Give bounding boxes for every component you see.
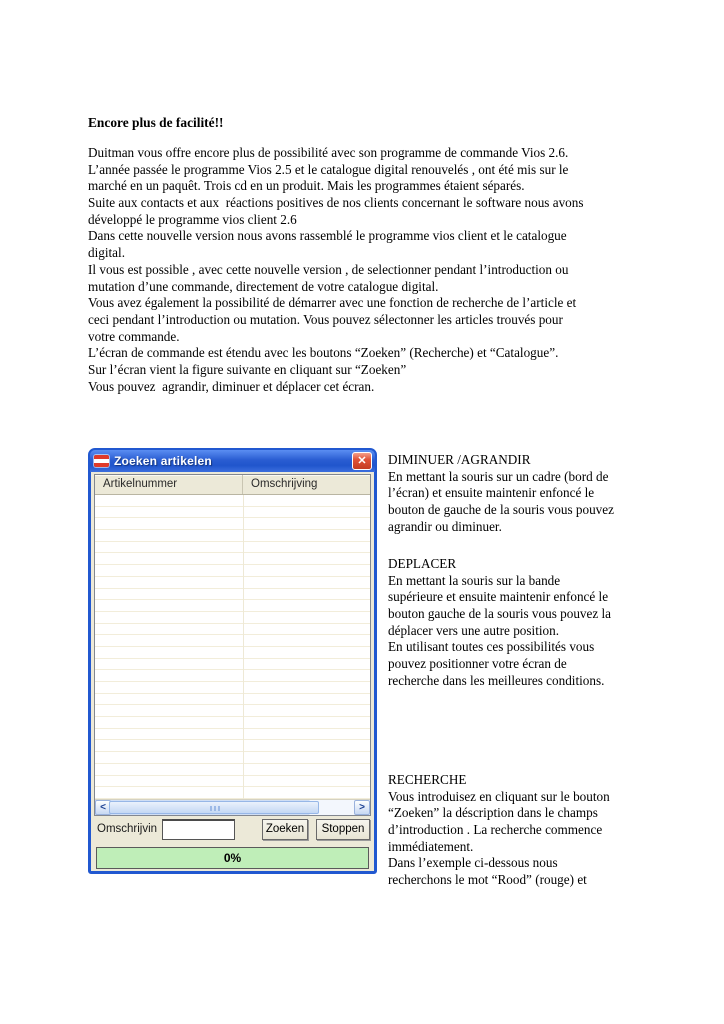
table-row <box>95 495 370 507</box>
intro-paragraph <box>88 145 688 395</box>
table-row <box>95 542 370 554</box>
text-line: Vous pouvez agrandir, diminuer et déplacer cet écran. <box>88 378 375 394</box>
search-input[interactable] <box>162 819 235 840</box>
text-line: immédiatement. <box>388 838 474 854</box>
table-row <box>95 553 370 565</box>
text-line: Sur l’écran vient la figure suivante en cliquant sur “Zoeken” <box>88 361 407 377</box>
text-line: digital. <box>88 245 125 261</box>
text-line: marché en un paquêt. Trois cd en un produit. Mais les programmes étaient séparés. <box>88 178 525 194</box>
scroll-right-icon[interactable]: > <box>354 800 370 815</box>
table-row <box>95 624 370 636</box>
text-line: recherchons le mot “Rood” (rouge) et <box>388 872 587 888</box>
table-row <box>95 589 370 601</box>
text-line: d’introduction . La recherche commence <box>388 822 603 838</box>
table-row <box>95 717 370 729</box>
table-row <box>95 518 370 530</box>
table-row <box>95 752 370 764</box>
scrollbar-thumb[interactable] <box>109 801 319 814</box>
text-line: Duitman vous offre encore plus de possibilité avec son programme de commande Vios 2.6. <box>88 145 569 160</box>
text-line: En mettant la souris sur un cadre (bord de <box>388 468 609 484</box>
article-list-rows <box>95 495 370 799</box>
section-heading: DIMINUER /AGRANDIR <box>388 452 531 467</box>
text-line: Il vous est possible , avec cette nouvelle version , de selectionner pendant l’introduction ou <box>88 261 569 277</box>
table-row <box>95 670 370 682</box>
table-row <box>95 776 370 788</box>
window-title: Zoeken artikelen <box>114 454 212 468</box>
text-line: “Zoeken” la déscription dans le champs <box>388 805 598 821</box>
stop-button[interactable]: Stoppen <box>316 819 370 840</box>
text-line: agrandir ou diminuer. <box>388 518 502 534</box>
table-row <box>95 729 370 741</box>
text-line: ceci pendant l’introduction ou mutation. Vous pouvez sélectonner les articles trouvés pour <box>88 311 563 327</box>
column-header-artikelnummer[interactable]: Artikelnummer <box>95 475 243 494</box>
table-row <box>95 635 370 647</box>
text-line: L’année passée le programme Vios 2.5 et le catalogue digital renouvelés , ont été mis sur le <box>88 161 569 177</box>
text-line: Suite aux contacts et aux réactions positives de nos clients concernant le software nous avons <box>88 195 584 211</box>
section-body <box>388 469 708 536</box>
text-line: recherche dans les meilleures conditions. <box>388 672 605 688</box>
table-row <box>95 577 370 589</box>
section-heading: RECHERCHE <box>388 772 467 787</box>
text-line: En utilisant toutes ces possibilités vous <box>388 639 595 655</box>
column-header-omschrijving[interactable]: Omschrijving <box>243 475 370 494</box>
text-line: L’écran de commande est étendu avec les boutons “Zoeken” (Recherche) et “Catalogue”. <box>88 345 559 361</box>
window-titlebar[interactable] <box>90 450 375 472</box>
search-button[interactable]: Zoeken <box>262 819 308 840</box>
table-row <box>95 764 370 776</box>
text-line: Dans l’exemple ci-dessous nous <box>388 855 558 871</box>
table-row <box>95 694 370 706</box>
section-diminuer-agrandir <box>388 452 708 535</box>
search-field-label: Omschrijvin <box>97 823 158 835</box>
table-row <box>95 565 370 577</box>
table-row <box>95 612 370 624</box>
text-line: Vous avez également la possibilité de démarrer avec une fonction de recherche de l’article et <box>88 295 577 311</box>
text-line: bouton de gauche de la souris vous pouvez <box>388 502 614 518</box>
table-row <box>95 507 370 519</box>
text-line: pouvez positionner votre écran de <box>388 656 567 672</box>
scroll-left-icon[interactable]: < <box>95 800 111 815</box>
zoeken-artikelen-window <box>88 448 377 874</box>
text-line: Vous introduisez en cliquant sur le bouton <box>388 788 610 804</box>
table-row <box>95 705 370 717</box>
text-line: l’écran) et ensuite maintenir enfoncé le <box>388 485 595 501</box>
list-header <box>95 475 370 495</box>
section-body <box>388 573 708 690</box>
table-row <box>95 530 370 542</box>
table-row <box>95 659 370 671</box>
text-line: supérieure et ensuite maintenir enfoncé le <box>388 589 609 605</box>
text-line: développé le programme vios client 2.6 <box>88 211 297 227</box>
table-row <box>95 682 370 694</box>
section-recherche <box>388 772 708 889</box>
horizontal-scrollbar[interactable] <box>95 799 370 815</box>
text-line: mutation d’une commande, directement de votre catalogue digital. <box>88 278 439 294</box>
article-list[interactable] <box>94 474 371 816</box>
section-body <box>388 789 708 889</box>
text-line: Dans cette nouvelle version nous avons rassemblé le programme vios client et le catalogue <box>88 228 567 244</box>
progress-bar: 0% <box>96 847 369 869</box>
close-icon[interactable]: ✕ <box>352 452 372 470</box>
page-title: Encore plus de facilité!! <box>88 115 224 130</box>
column-divider <box>243 495 244 799</box>
section-deplacer <box>388 556 708 690</box>
table-row <box>95 600 370 612</box>
text-line: déplacer vers une autre position. <box>388 622 560 638</box>
text-line: bouton gauche de la souris vous pouvez la <box>388 606 612 622</box>
table-row <box>95 647 370 659</box>
table-row <box>95 787 370 799</box>
section-heading: DEPLACER <box>388 556 457 571</box>
text-line: En mettant la souris sur la bande <box>388 572 561 588</box>
app-icon <box>94 455 109 467</box>
text-line: votre commande. <box>88 328 180 344</box>
table-row <box>95 740 370 752</box>
